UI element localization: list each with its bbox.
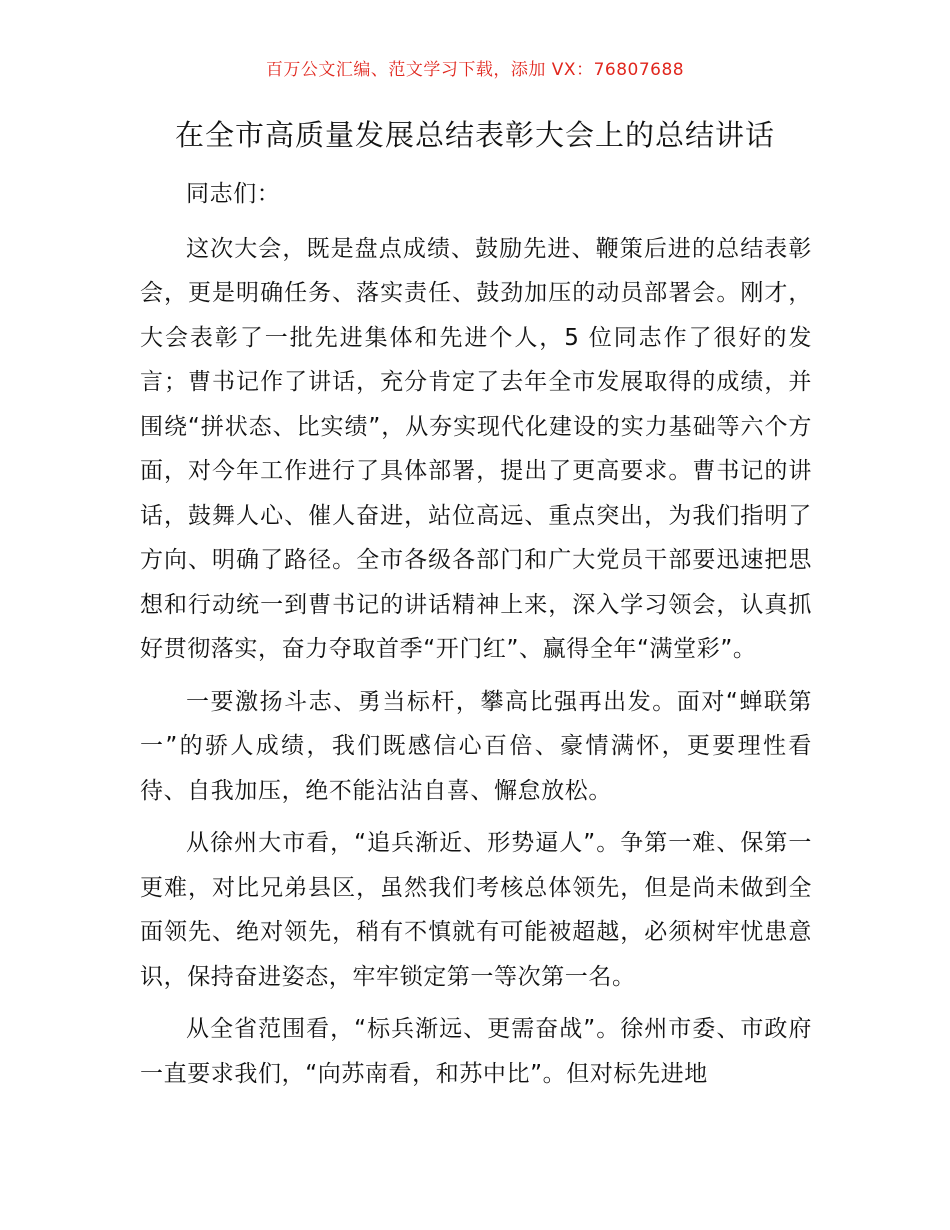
document-title: 在全市高质量发展总结表彰大会上的总结讲话 [174, 118, 775, 152]
header-watermark-text: 百万公文汇编、范文学习下载，添加 VX：76807688 [265, 60, 685, 80]
paragraph-2: 一要激扬斗志、勇当标杆，攀高比强再出发。面对“蝉联第一”的骄人成绩，我们既感信心百倍、豪情满怀，更要理性看待、自我加压，绝不能沾沾自喜、懈怠放松。 [140, 688, 812, 804]
document-body [140, 172, 812, 1104]
paragraph-3: 从徐州大市看，“追兵渐近、形势逼人”。争第一难、保第一更难，对比兄弟县区，虽然我们考核总体领先，但是尚未做到全面领先、绝对领先，稍有不慎就有可能被超越，必须树牢忧患意识，保持奋进姿态，牢牢锁定第一等次第一名。 [140, 830, 812, 990]
salutation: 同志们： [186, 181, 281, 207]
paragraph-1: 这次大会，既是盘点成绩、鼓励先进、鞭策后进的总结表彰会，更是明确任务、落实责任、鼓劲加压的动员部署会。刚才，大会表彰了一批先进集体和先进个人，5 位同志作了很好的发言；曹书记作了讲话，充分肯定了去年全市发展取得的成绩，并围绕“拼状态、比实绩”，从夯实现代化建设的实力基础等六个方面，对今年工作进行了具体部署，提出了更高要求。曹书记的讲话，鼓舞人心、催人奋进，站位高远、重点突出，为我们指明了方向、明确了路径。全市各级各部门和广大党员干部要迅速把思想和行动统一到曹书记的讲话精神上来，深入学习领会，认真抓好贯彻落实，奋力夺取首季“开门红”、赢得全年“满堂彩”。 [140, 235, 812, 662]
paragraph-4: 从全省范围看，“标兵渐远、更需奋战”。徐州市委、市政府一直要求我们，“向苏南看，和苏中比”。但对标先进地 [140, 1016, 812, 1087]
